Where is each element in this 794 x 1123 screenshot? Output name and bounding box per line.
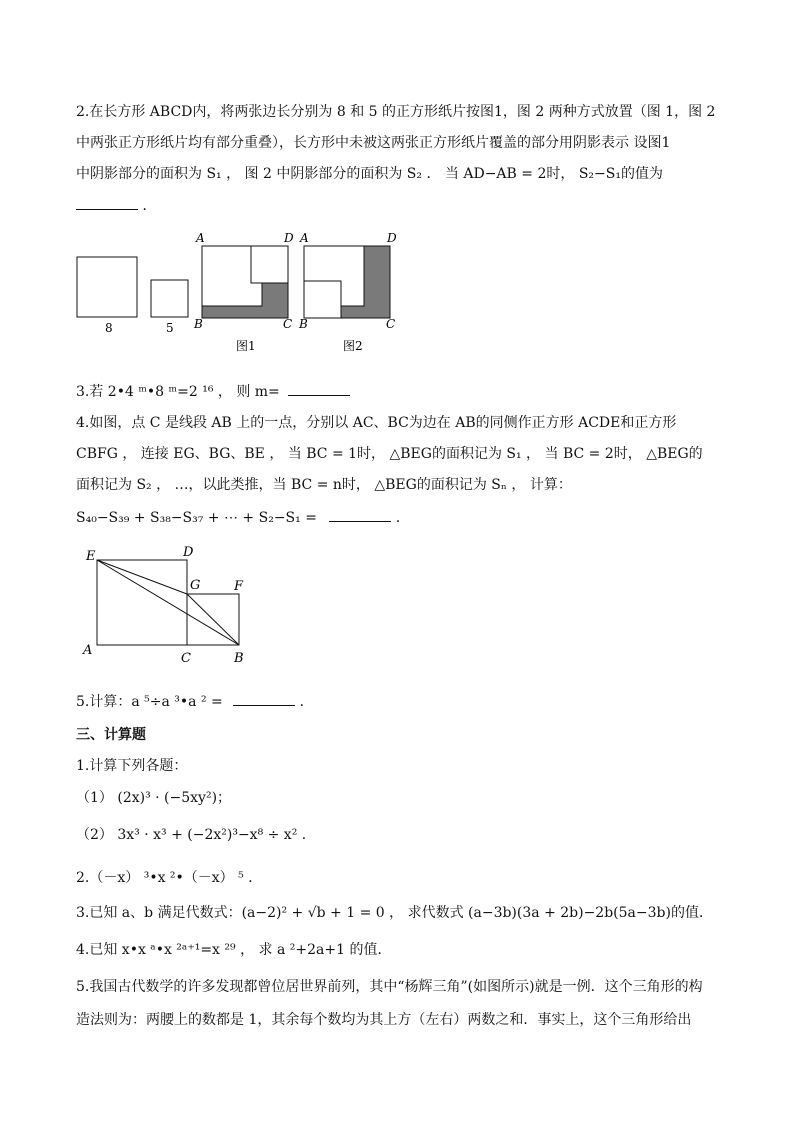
period: ． — [299, 694, 314, 710]
q2-line3: 中阴影部分的面积为 S₁ ， 图 2 中阴影部分的面积为 S₂ ． 当 AD−AB = 2时， S₂−S₁的值为 — [76, 166, 663, 182]
c4-text: 4.已知 x•x ᵃ•x ²ᵃ⁺¹=x ²⁹ ， 求 a ²+2a+1 的值． — [76, 942, 392, 958]
q2-answer-line — [76, 195, 156, 216]
c5-line2: 造法则为：两腰上的数都是 1，其余每个数均为其上方（左右）两数之和．事实上，这个三角形给出 — [76, 1012, 692, 1028]
q4-expression: S₄₀−S₃₉ + S₃₈−S₃₇ + ⋯ + S₂−S₁ = — [76, 510, 317, 526]
fig2-D: D — [387, 231, 397, 245]
fig1-D: D — [284, 231, 294, 245]
c1-title: 1.计算下列各题： — [76, 758, 188, 774]
fig1-C: C — [283, 317, 293, 331]
q3-text: 3.若 2•4 ᵐ•8 ᵐ=2 ¹⁶ ， 则 m= — [76, 384, 280, 400]
q4-figure — [80, 540, 260, 670]
answer-blank[interactable] — [288, 381, 350, 396]
label-B: B — [234, 651, 244, 666]
label-C: C — [181, 651, 191, 666]
fig2-B: B — [299, 317, 308, 331]
c5-line1: 5.我国古代数学的许多发现都曾位居世界前列，其中“杨辉三角”(如图所示)就是一例．这个三角形的构 — [76, 979, 703, 995]
q4-line1: 4.如图，点 C 是线段 AB 上的一点，分别以 AC、BC为边在 AB的同侧作正方形 ACDE和正方形 — [76, 415, 677, 431]
label-E: E — [86, 549, 96, 564]
answer-blank[interactable] — [233, 691, 295, 706]
fig2-A: A — [300, 231, 309, 245]
label-8: 8 — [105, 321, 113, 335]
c3-text: 3.已知 a、b 满足代数式：(a−2)² + √b + 1 = 0 ， 求代数式 (a−3b)(3a + 2b)−2b(5a−3b)的值． — [76, 905, 713, 921]
c2-text: 2.（－x） ³•x ²•（－x） ⁵ ． — [76, 870, 263, 886]
c1-part2: （2） 3x³ · x³ + (−2x²)³−x⁸ ÷ x² ． — [76, 827, 316, 843]
q2-line2: 中两张正方形纸片均有部分重叠），长方形中未被这两张正方形纸片覆盖的部分用阴影表示 设图1 — [76, 135, 671, 151]
q2-line1: 2.在长方形 ABCD内，将两张边长分别为 8 和 5 的正方形纸片按图1，图 2 两种方式放置（图 1，图 2 — [76, 104, 716, 120]
answer-blank[interactable] — [329, 507, 391, 522]
q2-figures — [70, 226, 410, 356]
q4-line4 — [76, 507, 410, 528]
fig1-B: B — [194, 317, 203, 331]
q5-text: 5.计算：a ⁵÷a ³•a ² = — [76, 694, 223, 710]
period: ． — [395, 510, 410, 526]
square-5 — [151, 280, 188, 317]
q4-line2: CBFG ， 连接 EG、BG、BE ， 当 BC = 1时， △BEG的面积记为 S₁ ， 当 BC = 2时， △BEG的 — [76, 446, 703, 462]
label-D: D — [183, 545, 194, 560]
fig2-C: C — [386, 317, 396, 331]
q4-line3: 面积记为 S₂ ， …，以此类推，当 BC = n时， △BEG的面积记为 Sₙ ， 计算： — [76, 477, 572, 493]
label-A: A — [83, 643, 93, 658]
q3-line — [76, 381, 350, 402]
label-G: G — [190, 578, 201, 593]
section-title: 三、计算题 — [76, 727, 146, 743]
answer-blank[interactable] — [76, 195, 138, 210]
period: ． — [142, 198, 157, 214]
c1-part1: （1） (2x)³ · (−5xy²)； — [76, 790, 232, 806]
square-8 — [77, 257, 137, 317]
q5-line — [76, 691, 314, 712]
label-5: 5 — [166, 321, 174, 335]
figure-1 — [193, 231, 294, 353]
fig2-caption: 图2 — [343, 339, 363, 353]
figure-2 — [298, 231, 397, 353]
fig1-caption: 图1 — [236, 339, 256, 353]
fig1-A: A — [196, 231, 205, 245]
label-F: F — [234, 579, 244, 594]
